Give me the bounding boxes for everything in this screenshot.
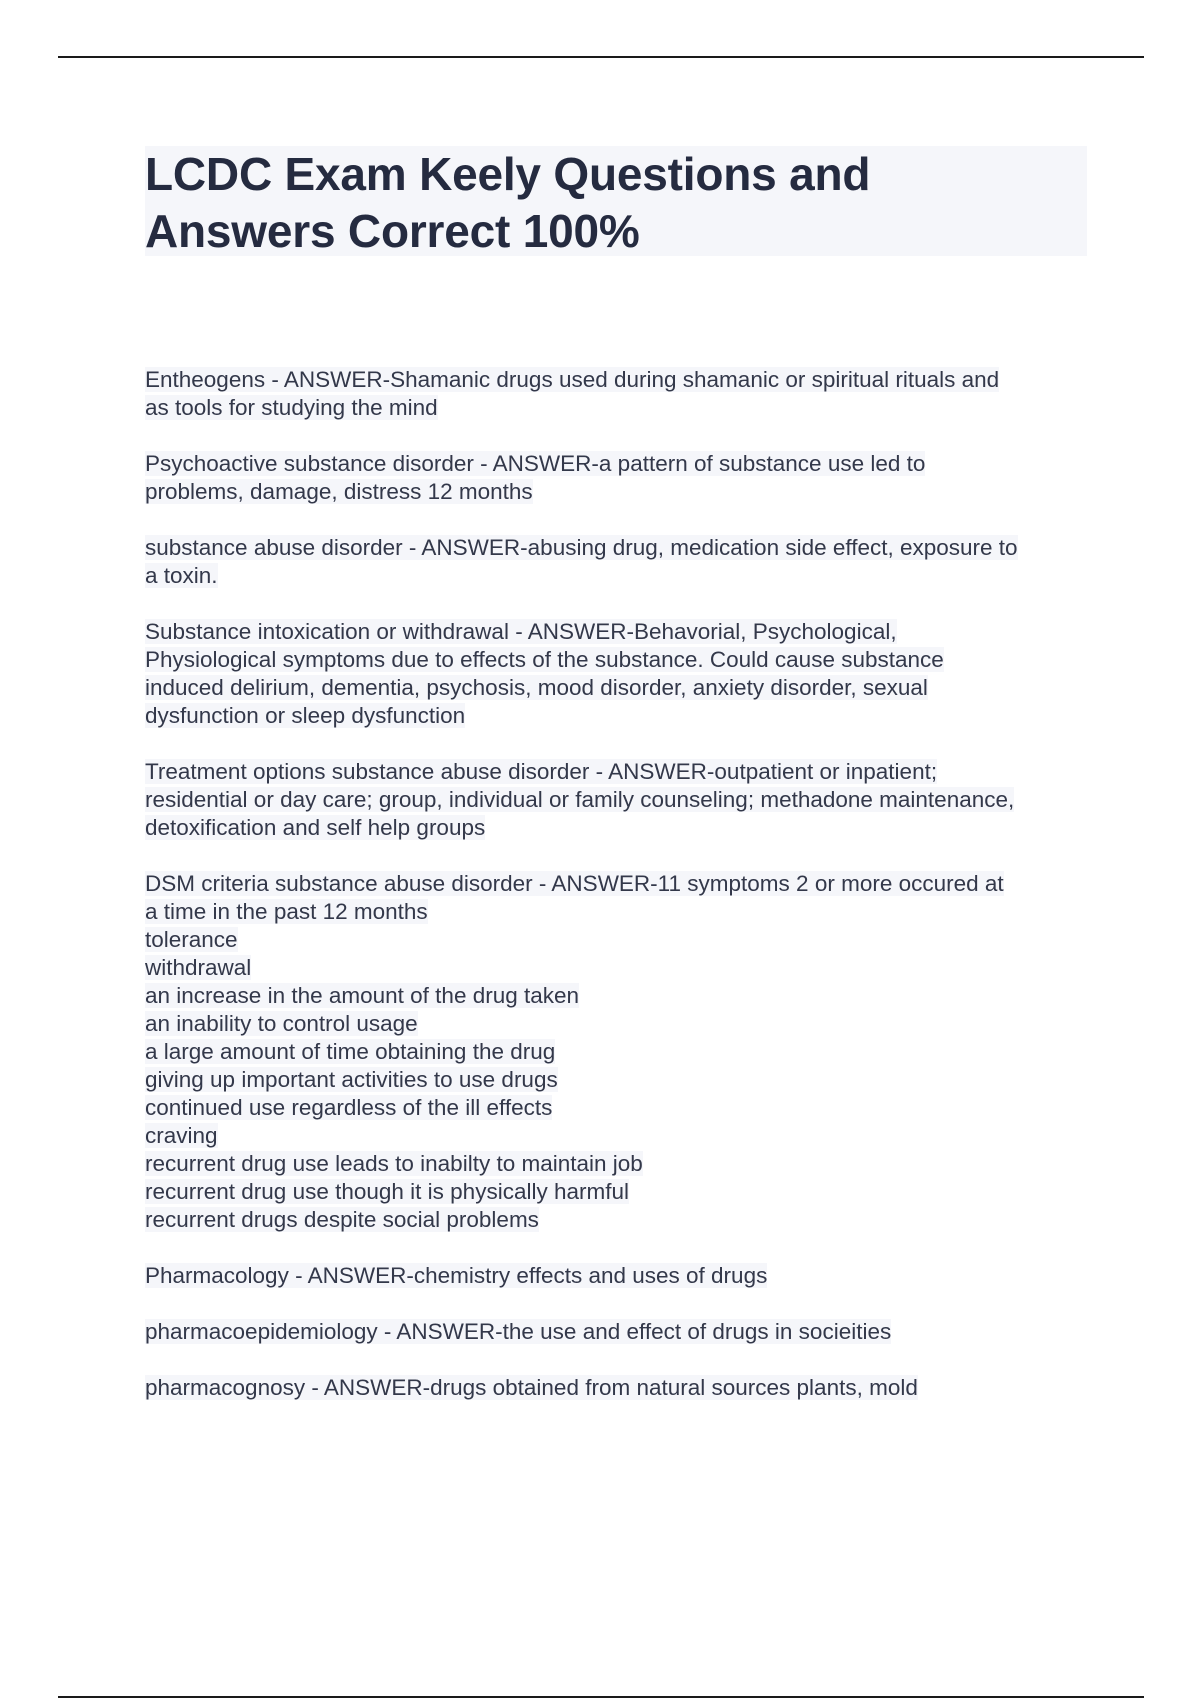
qa-item-pharmacology bbox=[145, 1262, 1090, 1290]
qa-line: an inability to control usage bbox=[145, 1011, 418, 1036]
qa-line: as tools for studying the mind bbox=[145, 395, 438, 420]
qa-line: Substance intoxication or withdrawal - ANSWER-Behavorial, Psychological, bbox=[145, 619, 897, 644]
qa-line: substance abuse disorder - ANSWER-abusing drug, medication side effect, exposure to bbox=[145, 535, 1018, 560]
qa-item-pharmacognosy bbox=[145, 1374, 1090, 1402]
qa-line: Entheogens - ANSWER-Shamanic drugs used during shamanic or spiritual rituals and bbox=[145, 367, 1000, 392]
qa-line: craving bbox=[145, 1123, 218, 1148]
qa-line: Psychoactive substance disorder - ANSWER-a pattern of substance use led to bbox=[145, 451, 926, 476]
qa-line: an increase in the amount of the drug taken bbox=[145, 983, 580, 1008]
qa-line: pharmacognosy - ANSWER-drugs obtained from natural sources plants, mold bbox=[145, 1375, 918, 1400]
qa-line: a large amount of time obtaining the drug bbox=[145, 1039, 556, 1064]
qa-item-substance-abuse-disorder bbox=[145, 534, 1090, 590]
qa-line: continued use regardless of the ill effects bbox=[145, 1095, 553, 1120]
qa-item-pharmacoepidemiology bbox=[145, 1318, 1090, 1346]
qa-line: withdrawal bbox=[145, 955, 252, 980]
top-rule bbox=[58, 56, 1144, 58]
qa-line: DSM criteria substance abuse disorder - ANSWER-11 symptoms 2 or more occured at bbox=[145, 871, 1004, 896]
qa-line: detoxification and self help groups bbox=[145, 815, 486, 840]
qa-line: pharmacoepidemiology - ANSWER-the use and effect of drugs in socieities bbox=[145, 1319, 892, 1344]
qa-line: problems, damage, distress 12 months bbox=[145, 479, 533, 504]
qa-line: recurrent drugs despite social problems bbox=[145, 1207, 539, 1232]
qa-line: recurrent drug use leads to inabilty to maintain job bbox=[145, 1151, 643, 1176]
qa-line: dysfunction or sleep dysfunction bbox=[145, 703, 466, 728]
qa-item-dsm-criteria bbox=[145, 870, 1090, 1234]
qa-item-psychoactive-substance-disorder bbox=[145, 450, 1090, 506]
qa-line: residential or day care; group, individual or family counseling; methadone maintenance, bbox=[145, 787, 1015, 812]
qa-list bbox=[145, 366, 1090, 1430]
bottom-rule bbox=[58, 1696, 1144, 1698]
qa-line: tolerance bbox=[145, 927, 238, 952]
qa-item-entheogens bbox=[145, 366, 1090, 422]
qa-item-substance-intoxication bbox=[145, 618, 1090, 730]
qa-line: Physiological symptoms due to effects of the substance. Could cause substance bbox=[145, 647, 944, 672]
title-block bbox=[145, 146, 1087, 256]
qa-line: a toxin. bbox=[145, 563, 218, 588]
qa-line: induced delirium, dementia, psychosis, mood disorder, anxiety disorder, sexual bbox=[145, 675, 928, 700]
qa-line: giving up important activities to use drugs bbox=[145, 1067, 558, 1092]
qa-line: Treatment options substance abuse disorder - ANSWER-outpatient or inpatient; bbox=[145, 759, 938, 784]
qa-line: Pharmacology - ANSWER-chemistry effects and uses of drugs bbox=[145, 1263, 768, 1288]
qa-line: recurrent drug use though it is physically harmful bbox=[145, 1179, 629, 1204]
qa-item-treatment-options bbox=[145, 758, 1090, 842]
qa-line: a time in the past 12 months bbox=[145, 899, 428, 924]
page-title bbox=[145, 146, 1087, 260]
title-line: LCDC Exam Keely Questions and bbox=[145, 148, 871, 200]
title-line: Answers Correct 100% bbox=[145, 205, 640, 257]
